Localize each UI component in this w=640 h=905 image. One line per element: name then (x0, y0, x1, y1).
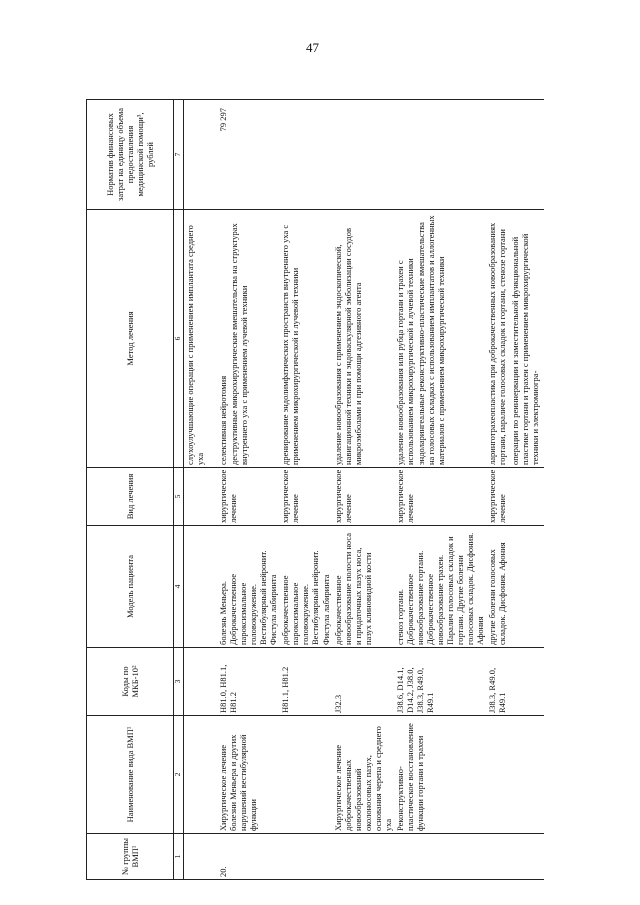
method-text: деструктивные микрохирургические вмешательства на структурах внутреннего уха с применением лучевой техники (229, 223, 250, 465)
method-text: дренирование эндолимфатических пространств внутреннего уха с применением микрохирургической и лучевой техники (280, 224, 301, 465)
treatment-method-cell (486, 210, 544, 468)
header-treatment-type: Вид лечения (87, 468, 174, 526)
treatment-type-cell (183, 468, 217, 526)
header-vmp-name: Наименование вида ВМП¹ (87, 716, 174, 834)
icd-codes-cell: J38.3, R49.0, R49.1 (486, 648, 544, 716)
method-text: операции по реиннервации и заместительной функциональной пластике гортани и трахеи с применением микрохирургической техники и электромиогра- (509, 233, 540, 465)
patient-model-cell: стеноз гортани. Доброкачественное новообразование гортани. Доброкачественное новообразование трахеи. Паралич голосовых складок и гортани. Другие болезни голосовых складок. Дисфония. Афония (394, 526, 486, 648)
column-index-row (174, 100, 184, 880)
group-number-cell (486, 834, 544, 880)
table-row (394, 100, 486, 880)
cost-cell (486, 100, 544, 210)
icd-codes-cell: J32.3 (332, 648, 394, 716)
page-number: 47 (306, 40, 319, 55)
icd-codes-cell: H81.0, H81.1, H81.2 (217, 648, 279, 716)
vmp-name-cell (183, 716, 217, 834)
header-patient-model: Модель пациента (87, 526, 174, 648)
group-number-cell (394, 834, 486, 880)
treatment-method-cell (279, 210, 331, 468)
treatment-type-cell: хирургическое лечение (332, 468, 394, 526)
patient-model-cell: доброкачественное новообразование полости носа и придаточных пазух носа, пазух клиновидной кости (332, 526, 394, 648)
table-row (332, 100, 394, 880)
table-header-row (87, 100, 174, 880)
cost-cell (183, 100, 217, 210)
method-text: удаление новообразования с применением эндоскопической, навигационной техники и эндоваскулярной эмболизации сосудов микроэмболами и при помощи адгезивного агента (332, 228, 363, 465)
group-number-cell: 20. (217, 834, 279, 880)
method-text: удаление новообразования или рубца гортани и трахеи с использованием микрохирургической и лучевой техники (394, 258, 415, 465)
group-number-cell (332, 834, 394, 880)
header-treatment-method: Метод лечения (87, 210, 174, 468)
treatment-type-cell: хирургическое лечение (217, 468, 279, 526)
treatment-method-cell (394, 210, 486, 468)
table-row (183, 100, 217, 880)
column-index: 5 (174, 468, 184, 526)
table-row (486, 100, 544, 880)
treatment-method-cell (217, 210, 279, 468)
method-text: селективная нейротомия (218, 375, 229, 465)
method-text: ларинготрахеопластика при доброкачественных новообразованиях гортани, параличе голосовых складок и гортани, стенозе гортани (486, 222, 507, 465)
treatment-type-cell: хирургическое лечение (279, 468, 331, 526)
cost-cell (279, 100, 331, 210)
header-cost-norm: Норматив финансовых затрат на единицу объема предоставления медицинской помощи³, рублей (87, 100, 174, 210)
cost-cell (332, 100, 394, 210)
vmp-name-cell: Хирургическое лечение болезни Меньера и других нарушений вестибулярной функции (217, 716, 279, 834)
column-index: 6 (174, 210, 184, 468)
column-index: 1 (174, 834, 184, 880)
header-icd-codes: Коды по МКБ-10² (87, 648, 174, 716)
column-index: 7 (174, 100, 184, 210)
patient-model-cell (183, 526, 217, 648)
vmp-name-cell: Хирургическое лечение доброкачественных новообразований околоносовых пазух, основания черепа и среднего уха (332, 716, 394, 834)
rotated-table-sheet (86, 100, 626, 880)
column-index: 4 (174, 526, 184, 648)
treatment-method-cell (183, 210, 217, 468)
treatment-type-cell: хирургическое лечение (394, 468, 486, 526)
group-number-cell (279, 834, 331, 880)
patient-model-cell: другие болезни голосовых складок. Дисфония. Афония (486, 526, 544, 648)
icd-codes-cell (183, 648, 217, 716)
vmp-name-cell (279, 716, 331, 834)
method-text: слухоулучшающие операции с применением имплантата среднего уха (184, 225, 205, 465)
method-text: эндоларингеальные реконструктивно-пластические вмешательства на голосовых складках с использованием имплантатов и аллогенных материалов с применением микрохирургической техники (415, 215, 446, 465)
cost-cell: 79 297 (217, 100, 279, 210)
icd-codes-cell: H81.1, H81.2 (279, 648, 331, 716)
column-index: 3 (174, 648, 184, 716)
vmp-name-cell: Реконструктивно-пластическое восстановление функции гортани и трахеи (394, 716, 486, 834)
header-group-number: № группы ВМП¹ (87, 834, 174, 880)
treatment-type-cell: хирургическое лечение (486, 468, 544, 526)
column-index: 2 (174, 716, 184, 834)
group-number-cell (183, 834, 217, 880)
treatment-method-cell (332, 210, 394, 468)
icd-codes-cell: J38.6, D14.1, D14.2, J38.0, J38.3, R49.0, R49.1 (394, 648, 486, 716)
patient-model-cell: доброкачественное пароксизмальное головокружение. Вестибулярный нейронит. Фистула лабиринта (279, 526, 331, 648)
cost-cell (394, 100, 486, 210)
patient-model-cell: болезнь Меньера. Доброкачественное пароксизмальное головокружение. Вестибулярный нейронит. Фистула лабиринта (217, 526, 279, 648)
vmp-table (86, 99, 544, 880)
table-row (279, 100, 331, 880)
vmp-name-cell (486, 716, 544, 834)
table-row (217, 100, 279, 880)
